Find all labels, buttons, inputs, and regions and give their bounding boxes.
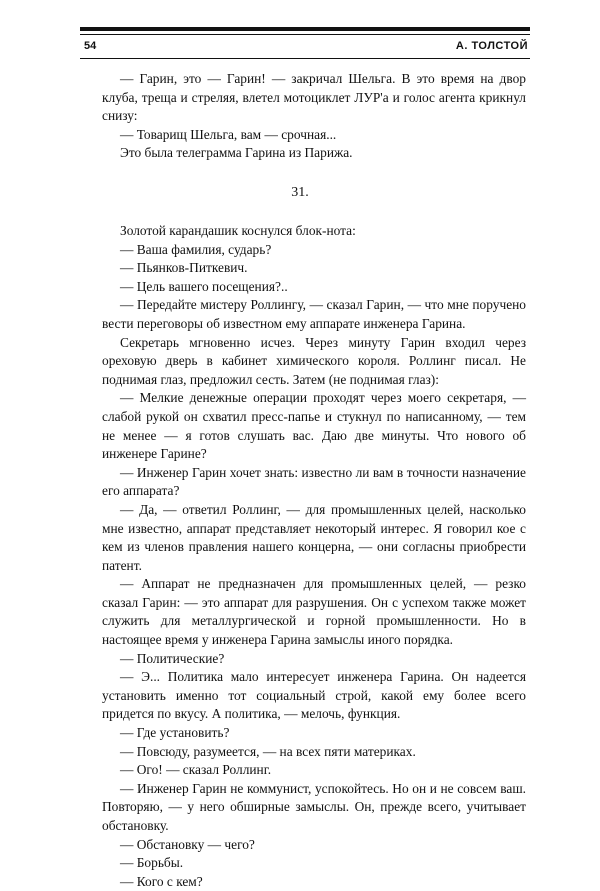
text-block-main — [102, 222, 526, 891]
paragraph: — Э... Политика мало интересует инженера Гарина. Он надеется установить именно тот социальный строй, какой ему более всего придется по вкусу. А политика, — мелочь, функция. — [102, 669, 526, 722]
paragraph: — Борьбы. — [120, 855, 184, 871]
paragraph: — Цель вашего посещения?.. — [120, 278, 288, 294]
paragraph: — Где установить? — [120, 725, 230, 741]
paragraph: — Гарин, это — Гарин! — закричал Шельга. В это время на двор клуба, треща и стреляя, влетел мотоциклет ЛУР'а и голос агента крикнул снизу: — [102, 71, 526, 124]
text-block-top — [102, 70, 526, 163]
paragraph: — Ого! — сказал Роллинг. — [120, 762, 272, 778]
paragraph: — Да, — ответил Роллинг, — для промышленных целей, насколько мне известно, аппарат представляет некоторый интерес. Я говорил кое с кем из членов правления нашего концерна, — они согласны приобрести патент. — [102, 501, 526, 573]
paragraph: — Мелкие денежные операции проходят через моего секретаря, — слабой рукой он схватил пресс-папье и стукнул по написанному, — тем не менее — я готов слушать вас. Даю две минуты. Что нового об инженере Гарине? — [102, 390, 526, 462]
chapter-number: 31. — [291, 185, 309, 200]
paragraph: — Товарищ Шельга, вам — срочная... — [120, 126, 337, 142]
header-rule-thick — [80, 27, 530, 31]
running-title: А. ТОЛСТОЙ — [455, 40, 528, 52]
paragraph: — Пьянков-Питкевич. — [120, 260, 248, 276]
paragraph: — Передайте мистеру Роллингу, — сказал Гарин, — что мне поручено вести переговоры об известном ему аппарате инженера Гарина. — [102, 297, 526, 331]
paragraph: — Аппарат не предназначен для промышленных целей, — резко сказал Гарин: — это аппарат для разрушения. Он с успехом также может служить для металлургической и горной промышленности. Но в настоящее время у инженера Гарина замыслы иного порядка. — [102, 576, 526, 648]
paragraph: — Кого с кем? — [120, 873, 203, 889]
paragraph: Золотой карандашик коснулся блок-нота: — [120, 223, 356, 238]
paragraph: — Инженер Гарин не коммунист, успокойтесь. Но он и не совсем ваш. Повторяю, — у него обширные замыслы. Он, прежде всего, учитывает обстановку. — [102, 780, 526, 833]
paragraph: — Ваша фамилия, сударь? — [120, 241, 272, 257]
paragraph: — Обстановку — чего? — [120, 836, 255, 852]
header-rule-under — [80, 58, 530, 59]
paragraph: Секретарь мгновенно исчез. Через минуту Гарин входил через ореховую дверь в кабинет химического короля. Роллинг писал. Не поднимая глаз, предложил сесть. Затем (не поднимая глаз): — [102, 334, 526, 387]
paragraph: — Инженер Гарин хочет знать: известно ли вам в точности назначение его аппарата? — [102, 464, 526, 499]
page-number: 54 — [84, 40, 97, 52]
header-rule-thin — [80, 34, 530, 35]
paragraph: — Повсюду, разумеется, — на всех пяти материках. — [120, 743, 416, 759]
running-header — [84, 40, 528, 56]
paragraph: Это была телеграмма Гарина из Парижа. — [120, 145, 353, 161]
paragraph: — Политические? — [120, 650, 225, 666]
